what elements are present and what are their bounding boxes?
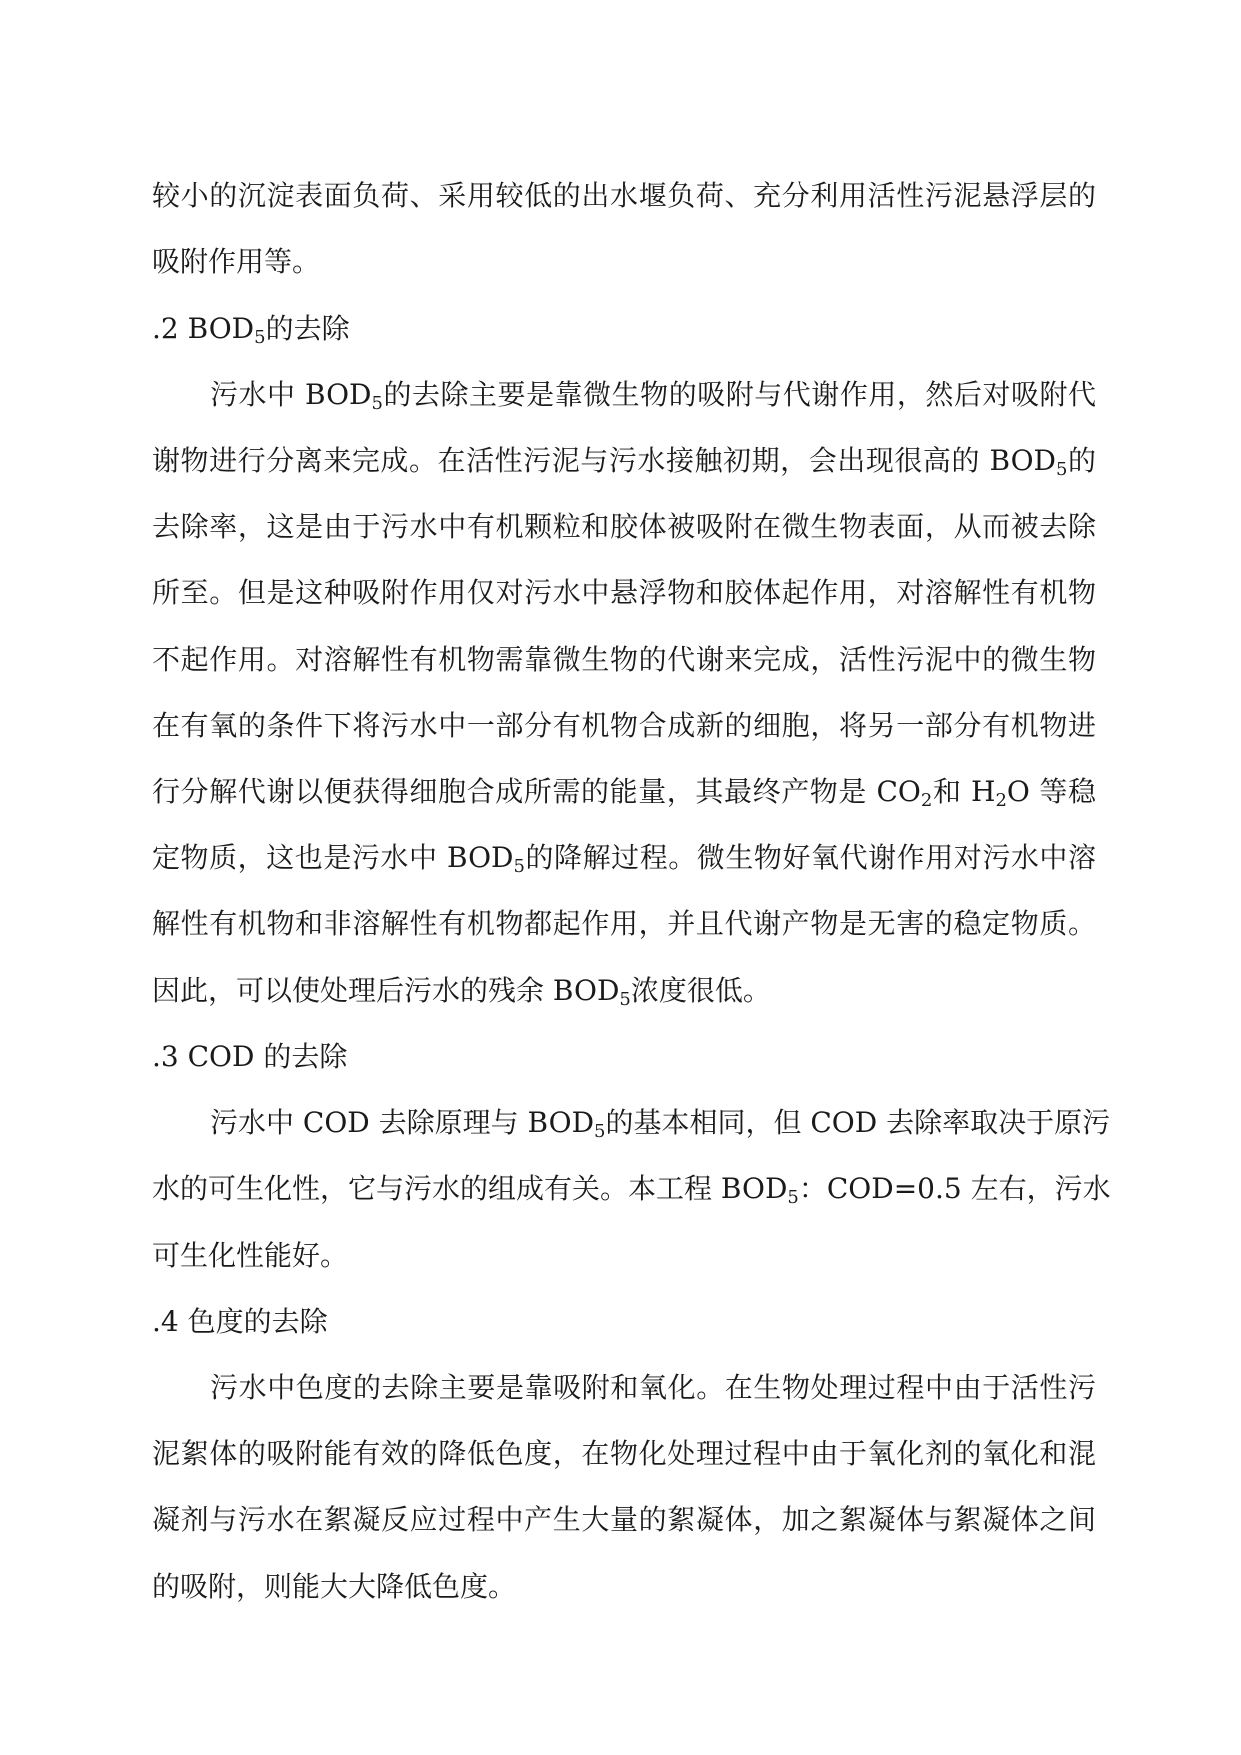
text-run: 污水中 COD 去除原理与 BOD [210, 1106, 595, 1139]
paragraph-line [152, 441, 1096, 481]
paragraph-line [152, 971, 1096, 1011]
subscript: 5 [1055, 459, 1068, 480]
subscript: 5 [513, 856, 525, 877]
subscript: 5 [254, 327, 266, 348]
subscript: 2 [995, 790, 1007, 811]
subscript: 5 [619, 989, 631, 1010]
text-run: O 等稳 [1006, 775, 1096, 808]
paragraph-line: 的吸附，则能大大降低色度。 [152, 1570, 517, 1603]
paragraph-line: 所至。但是这种吸附作用仅对污水中悬浮物和胶体起作用，对溶解性有机物 [152, 576, 1096, 609]
paragraph-line: 吸附作用等。 [152, 245, 321, 278]
subscript: 5 [594, 1121, 606, 1142]
text-run: 的去除主要是靠微生物的吸附与代谢作用，然后对吸附代 [382, 378, 1096, 411]
section-heading-color: .4 色度的去除 [152, 1305, 328, 1338]
text-run: 的 [1067, 444, 1096, 477]
text-run: 因此，可以使处理后污水的残余 BOD [152, 974, 620, 1007]
subscript: 2 [920, 790, 933, 811]
text-run: 和 H [932, 775, 996, 808]
text-run: 浓度很低。 [630, 974, 771, 1007]
text-run: 行分解代谢以便获得细胞合成所需的能量，其最终产物是 CO [152, 775, 921, 808]
text-run: 的基本相同，但 COD 去除率取决于原污 [605, 1106, 1111, 1139]
text-run: ：COD=0.5 左右，污水 [798, 1172, 1111, 1205]
text-run: 定物质，这也是污水中 BOD [152, 841, 514, 874]
paragraph-line: 可生化性能好。 [152, 1239, 349, 1272]
paragraph-line [210, 1103, 1111, 1143]
paragraph-line: 污水中色度的去除主要是靠吸附和氧化。在生物处理过程中由于活性污 [210, 1371, 1096, 1404]
subscript: 5 [787, 1187, 799, 1208]
text-run: 水的可生化性，它与污水的组成有关。本工程 BOD [152, 1172, 788, 1205]
paragraph-line: 去除率，这是由于污水中有机颗粒和胶体被吸附在微生物表面，从而被去除 [152, 510, 1096, 543]
subscript: 5 [371, 393, 383, 414]
paragraph-line [152, 1169, 1111, 1209]
heading-text: .2 BOD [152, 312, 255, 345]
section-heading-bod5 [152, 309, 1096, 349]
section-heading-cod: .3 COD 的去除 [152, 1040, 348, 1073]
paragraph-line [152, 772, 1096, 812]
paragraph-line: 解性有机物和非溶解性有机物都起作用，并且代谢产物是无害的稳定物质。 [152, 907, 1096, 940]
text-run: 污水中 BOD [210, 378, 372, 411]
heading-text: 的去除 [265, 312, 350, 345]
paragraph-line: 泥絮体的吸附能有效的降低色度，在物化处理过程中由于氧化剂的氧化和混 [152, 1437, 1096, 1470]
paragraph-line [210, 375, 1096, 415]
paragraph-line: 不起作用。对溶解性有机物需靠微生物的代谢来完成，活性污泥中的微生物 [152, 643, 1096, 676]
paragraph-line: 在有氧的条件下将污水中一部分有机物合成新的细胞，将另一部分有机物进 [152, 709, 1096, 742]
text-run: 的降解过程。微生物好氧代谢作用对污水中溶 [524, 841, 1096, 874]
text-run: 谢物进行分离来完成。在活性污泥与污水接触初期，会出现很高的 BOD [152, 444, 1056, 477]
paragraph-line [152, 838, 1096, 878]
paragraph-line: 较小的沉淀表面负荷、采用较低的出水堰负荷、充分利用活性污泥悬浮层的 [152, 179, 1096, 212]
paragraph-line: 凝剂与污水在絮凝反应过程中产生大量的絮凝体，加之絮凝体与絮凝体之间 [152, 1503, 1096, 1536]
